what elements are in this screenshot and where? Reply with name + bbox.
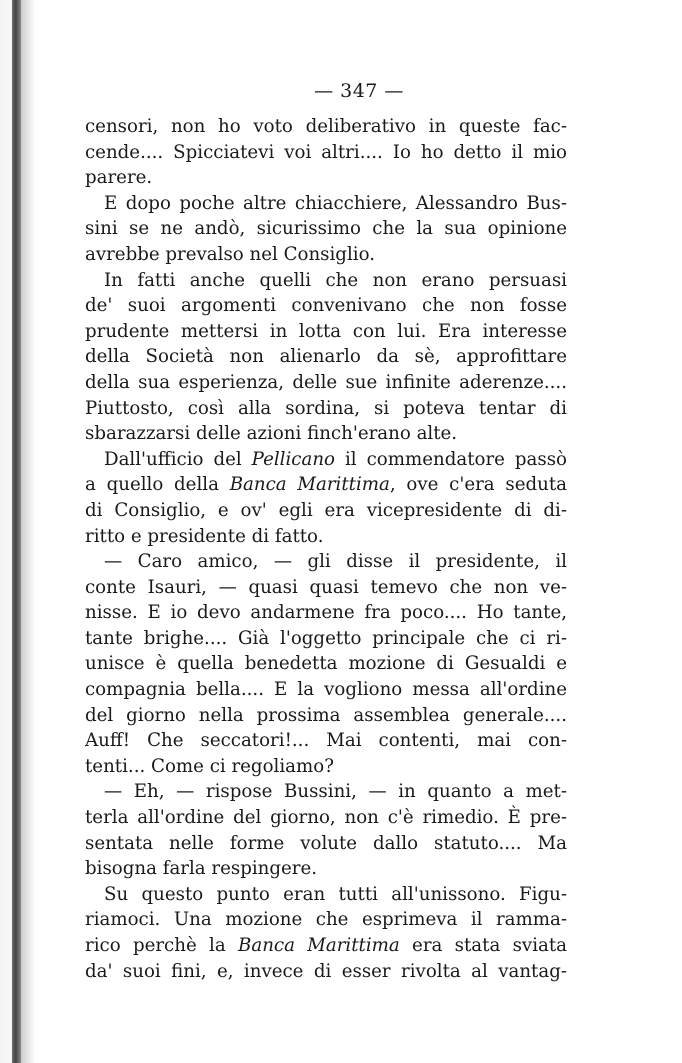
text-line: della sua esperienza, delle sue infinite aderenze....: [85, 371, 567, 393]
text-line: del giorno nella prossima assemblea generale....: [85, 704, 567, 726]
text-line: tante brighe.... Già l'oggetto principale che ci ri-: [85, 627, 567, 649]
text-line: Auff! Che seccatori!... Mai contenti, mai con-: [85, 730, 567, 752]
text-line: cende.... Spicciatevi voi altri.... Io ho detto il mio: [85, 141, 567, 163]
binding-shadow: [21, 0, 35, 1063]
text-line: conte Isauri, — quasi quasi temevo che non ve-: [85, 576, 567, 598]
text-line: bisogna farla respingere.: [85, 858, 318, 880]
text-line: di Consiglio, e ov' egli era vicepresidente di di-: [85, 499, 567, 521]
text-line: — Eh, — rispose Bussini, — in quanto a met-: [104, 781, 567, 803]
page-number: — 347 —: [314, 80, 404, 102]
text-line: Piuttosto, così alla sordina, si poteva tentar di: [85, 397, 567, 419]
text-line: terla all'ordine del giorno, non c'è rimedio. È pre-: [85, 807, 567, 829]
text-line: Dall'ufficio del Pellicano il commendatore passò: [104, 448, 568, 470]
text-line: rico perchè la Banca Marittima era stata sviata: [85, 935, 568, 956]
page-binding-edge: [12, 0, 21, 1063]
text-line: — Caro amico, — gli disse il presidente, il: [104, 551, 567, 573]
text-line: censori, non ho voto deliberativo in queste fac-: [85, 116, 567, 137]
text-line: In fatti anche quelli che non erano persuasi: [104, 269, 567, 291]
text-line: da' suoi fini, e, invece di esser rivolta al vantag-: [85, 960, 567, 982]
text-line: sbarazzarsi delle azioni finch'erano alte.: [85, 423, 458, 445]
text-line: nisse. E io devo andarmene fra poco.... Ho tante,: [85, 602, 567, 624]
text-line: ritto e presidente di fatto.: [85, 525, 324, 547]
text-line: avrebbe prevalso nel Consiglio.: [85, 243, 375, 265]
text-line: sini se ne andò, sicurissimo che la sua opinione: [85, 218, 567, 240]
body-text: [85, 114, 567, 984]
text-line: riamoci. Una mozione che esprimeva il ramma-: [85, 909, 567, 931]
text-line: della Società non alienarlo da sè, approfittare: [85, 346, 567, 368]
text-line: E dopo poche altre chiacchiere, Alessandro Bus-: [104, 192, 567, 214]
text-line: parere.: [85, 167, 153, 189]
text-line: unisce è quella benedetta mozione di Gesualdi e: [85, 653, 567, 675]
text-line: tenti... Come ci regoliamo?: [85, 755, 334, 777]
text-line: sentata nelle forme volute dallo statuto.... Ma: [85, 832, 567, 854]
text-line: prudente mettersi in lotta con lui. Era interesse: [85, 320, 567, 342]
text-line: a quello della Banca Marittima, ove c'era seduta: [85, 474, 567, 496]
text-line: Su questo punto eran tutti all'unissono. Figu-: [104, 883, 567, 905]
text-line: compagnia bella.... E la vogliono messa all'ordine: [85, 679, 567, 701]
text-line: de' suoi argomenti convenivano che non fosse: [85, 295, 567, 317]
